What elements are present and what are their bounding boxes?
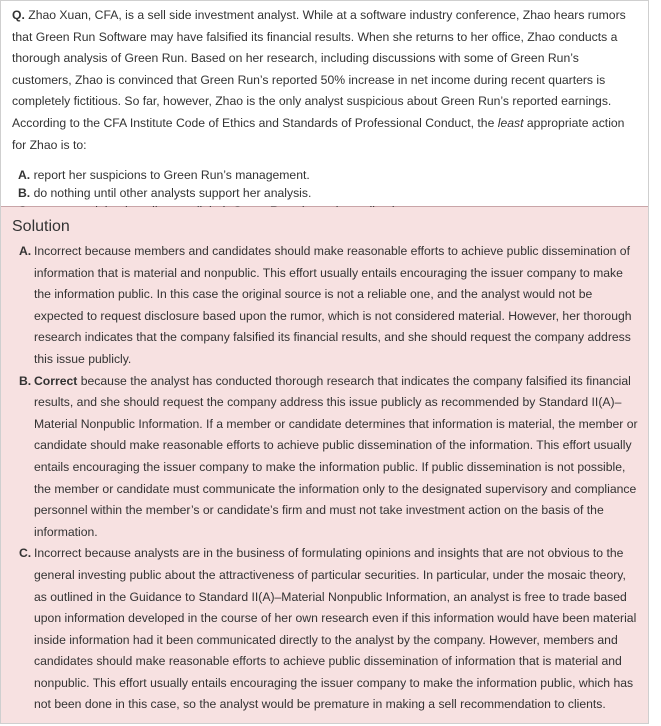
option-b[interactable] xyxy=(12,184,638,202)
option-a[interactable] xyxy=(12,166,638,184)
question-emphasis: least xyxy=(497,115,524,130)
solution-text xyxy=(34,543,638,716)
option-text: report her suspicions to Green Run’s management. xyxy=(30,168,310,183)
solution-text xyxy=(34,241,638,371)
solution-item-b xyxy=(12,371,638,544)
solution-title: Solution xyxy=(12,218,70,235)
solution-item-c xyxy=(12,543,638,716)
solution-letter: A. xyxy=(19,244,32,258)
option-text: do nothing until other analysts support her analysis. xyxy=(30,186,312,201)
solution-letter: B. xyxy=(19,373,32,388)
solution-panel xyxy=(1,207,648,723)
question-stem: Zhao Xuan, CFA, is a sell side investment analyst. While at a software industry conference, Zhao hears rumors that Green Run Software may have falsified its financial results. When she returns to her office, Zhao conducts a thorough analysis of Green Run. Based on her research, including discussions with some of Green Run’s customers, Zhao is convinced that Green Run’s reported 50% increase in net income during recent quarters is completely fictitious. So far, however, Zhao is the only analyst suspicious about Green Run’s reported earnings. According to the CFA Institute Code of Ethics and Standards of Professional Conduct, the xyxy=(12,8,626,130)
question-text xyxy=(12,5,638,156)
solution-body: Incorrect because analysts are in the business of formulating opinions and insights that are not obvious to the general investing public about the attractiveness of particular securities. In particular, under the mosaic theory, as outlined in the Guidance to Standard II(A)–Material Nonpublic Information, an analyst is free to trade based upon information developed in the course of her own research even if this information would have been material inside information had it been communicated directly to the analyst by the company. However, members and candidates should make reasonable efforts to achieve public dissemination of information that is material and nonpublic. This effort usually entails encouraging the issuer company to make the information public, which has not been done in this case, so the analyst would be premature in making a sell recommendation to clients. xyxy=(34,546,637,712)
question-label: Q. xyxy=(12,8,25,22)
option-letter: B. xyxy=(18,186,31,201)
solution-letter: C. xyxy=(19,546,32,561)
solution-body: Incorrect because members and candidates should make reasonable efforts to achieve public dissemination of information that is material and nonpublic. This effort usually entails encouraging the issuer company to make the information public. In this case the original source is not a reliable one, and the analyst would not be expected to request disclosure based upon the rumor, which is not considered material. However, her thorough research indicates that the company falsified its financial results, and she should request the company address this issue publicly. xyxy=(34,244,632,366)
question-panel xyxy=(1,1,648,207)
solution-lead: Correct xyxy=(34,373,78,388)
option-letter: A. xyxy=(18,168,31,183)
solution-text xyxy=(34,371,638,544)
question-stem-end: appropriate action for Zhao is to: xyxy=(12,115,625,152)
solution-body: because the analyst has conducted thorough research that indicates the company falsified its financial results, and she should request the company address this issue publicly as recommended by Standard II(A)–Material Nonpublic Information. If a member or candidate determines that information is material, the member or candidate should make reasonable efforts to achieve public dissemination of the information. This effort usually entails encouraging the issuer company to make the information public. If public dissemination is not possible, the member or candidate must communicate the information only to the designated supervisory and compliance personnel within the member’s or candidate’s firm and must not take investment action on the basis of the information. xyxy=(34,373,638,539)
solution-item-a xyxy=(12,241,638,371)
